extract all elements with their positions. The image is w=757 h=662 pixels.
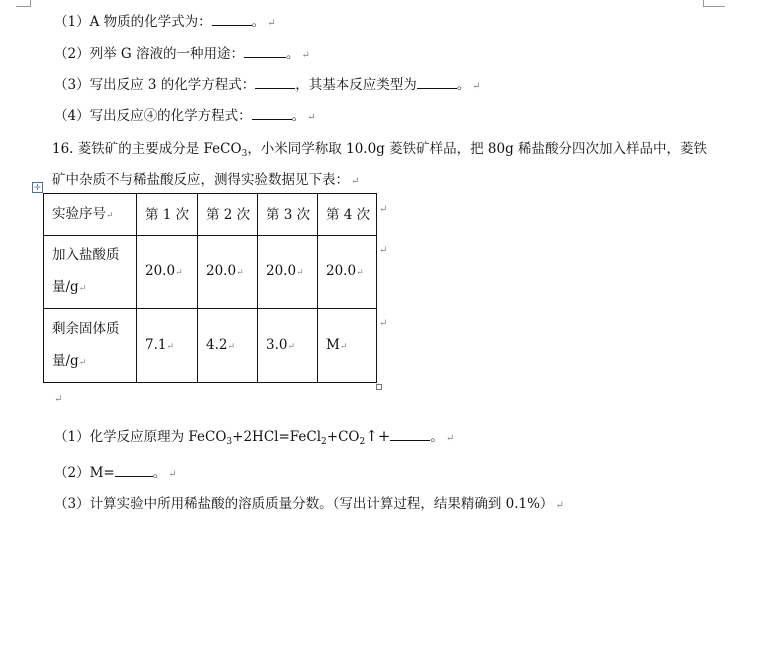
sub-question-2 (54, 464, 177, 484)
table-cell: 20.0↵ (318, 236, 377, 309)
table-cell: 20.0↵ (198, 236, 258, 309)
table-header-cell: 实验序号↵ (44, 194, 137, 236)
sub-question-3 (54, 495, 564, 515)
crop-mark-left-h (16, 6, 31, 7)
table-row-label: 加入盐酸质 量/g↵ (44, 236, 137, 309)
subscript: 3 (241, 149, 248, 159)
question-4 (54, 107, 315, 127)
row-end-mark: ↵ (379, 318, 388, 329)
table-row (44, 236, 377, 309)
problem-16-line-1 (52, 140, 707, 158)
table-header-cell: 第 3 次 (258, 194, 318, 236)
paragraph-mark: ↵ (555, 500, 564, 511)
question-2-end: 。 (285, 46, 300, 62)
paragraph-mark: ↵ (351, 176, 360, 187)
question-3 (54, 76, 481, 96)
table-row-label: 剩余固体质 量/g↵ (44, 309, 137, 383)
paragraph-mark: ↵ (54, 394, 63, 405)
paragraph-mark: ↵ (472, 81, 481, 92)
paragraph-mark: ↵ (445, 433, 455, 444)
sub-question-2-end: 。 (152, 465, 167, 481)
table-cell: 20.0↵ (137, 236, 198, 309)
question-4-end: 。 (291, 108, 306, 124)
sub-question-1-end: 。 (430, 429, 444, 445)
answer-blank[interactable] (115, 464, 153, 477)
sub-question-1-text: ↑+ (365, 427, 391, 445)
table-header-cell: 第 2 次 (198, 194, 258, 236)
sub-question-2-text: （2）M= (54, 465, 115, 481)
table-cell: 3.0↵ (258, 309, 318, 383)
table-cell: M↵ (318, 309, 377, 383)
table-cell: 4.2↵ (198, 309, 258, 383)
row-end-mark: ↵ (379, 204, 388, 215)
problem-16-text-b: ，小米同学称取 10.0g 菱铁矿样品，把 80g 稀盐酸分四次加入样品中，菱铁 (247, 141, 707, 157)
table-header-row (44, 194, 377, 236)
table-move-handle-icon[interactable]: ✛ (32, 182, 43, 193)
question-3-text: （3）写出反应 3 的化学方程式： (54, 77, 256, 93)
question-4-text: （4）写出反应④的化学方程式： (54, 108, 252, 124)
problem-16-text-a: 16. 菱铁矿的主要成分是 FeCO (52, 141, 242, 157)
problem-16-line-2 (52, 171, 359, 191)
subscript: 2 (321, 437, 327, 447)
table-header-cell: 第 1 次 (137, 194, 198, 236)
paragraph-mark: ↵ (267, 18, 276, 29)
paragraph-mark: ↵ (168, 469, 177, 480)
question-1-end: 。 (251, 14, 266, 30)
sub-question-1-text: +CO (326, 429, 360, 445)
row-end-mark: ↵ (379, 245, 388, 256)
paragraph-mark: ↵ (307, 112, 316, 123)
answer-blank[interactable] (252, 107, 292, 120)
answer-blank[interactable] (417, 76, 457, 89)
answer-blank[interactable] (390, 428, 430, 441)
experiment-table (43, 193, 377, 383)
crop-mark-right-h (703, 6, 725, 7)
table-row (44, 309, 377, 383)
sub-question-1 (54, 427, 454, 448)
table-resize-handle[interactable] (376, 384, 382, 390)
question-2-text: （2）列举 G 溶液的一种用途： (54, 46, 244, 62)
sub-question-3-text: （3）计算实验中所用稀盐酸的溶质质量分数。（写出计算过程，结果精确到 0.1%） (54, 496, 554, 512)
subscript: 3 (226, 437, 233, 447)
answer-blank[interactable] (255, 76, 295, 89)
table-cell: 20.0↵ (258, 236, 318, 309)
answer-blank[interactable] (244, 45, 286, 58)
problem-16-text-c: 矿中杂质不与稀盐酸反应，测得实验数据见下表： (52, 172, 349, 188)
paragraph-mark: ↵ (301, 50, 310, 61)
question-1 (54, 13, 276, 33)
table-header-cell: 第 4 次 (318, 194, 377, 236)
table-cell: 7.1↵ (137, 309, 198, 383)
answer-blank[interactable] (212, 13, 252, 26)
question-3-end: 。 (456, 77, 471, 93)
sub-question-1-text: （1）化学反应原理为 FeCO (54, 429, 227, 445)
question-3-mid: ，其基本反应类型为 (295, 77, 417, 93)
question-2 (54, 45, 310, 65)
question-1-text: （1）A 物质的化学式为： (54, 14, 212, 30)
subscript: 2 (359, 437, 366, 447)
sub-question-1-text: +2HCl=FeCl (232, 429, 322, 445)
